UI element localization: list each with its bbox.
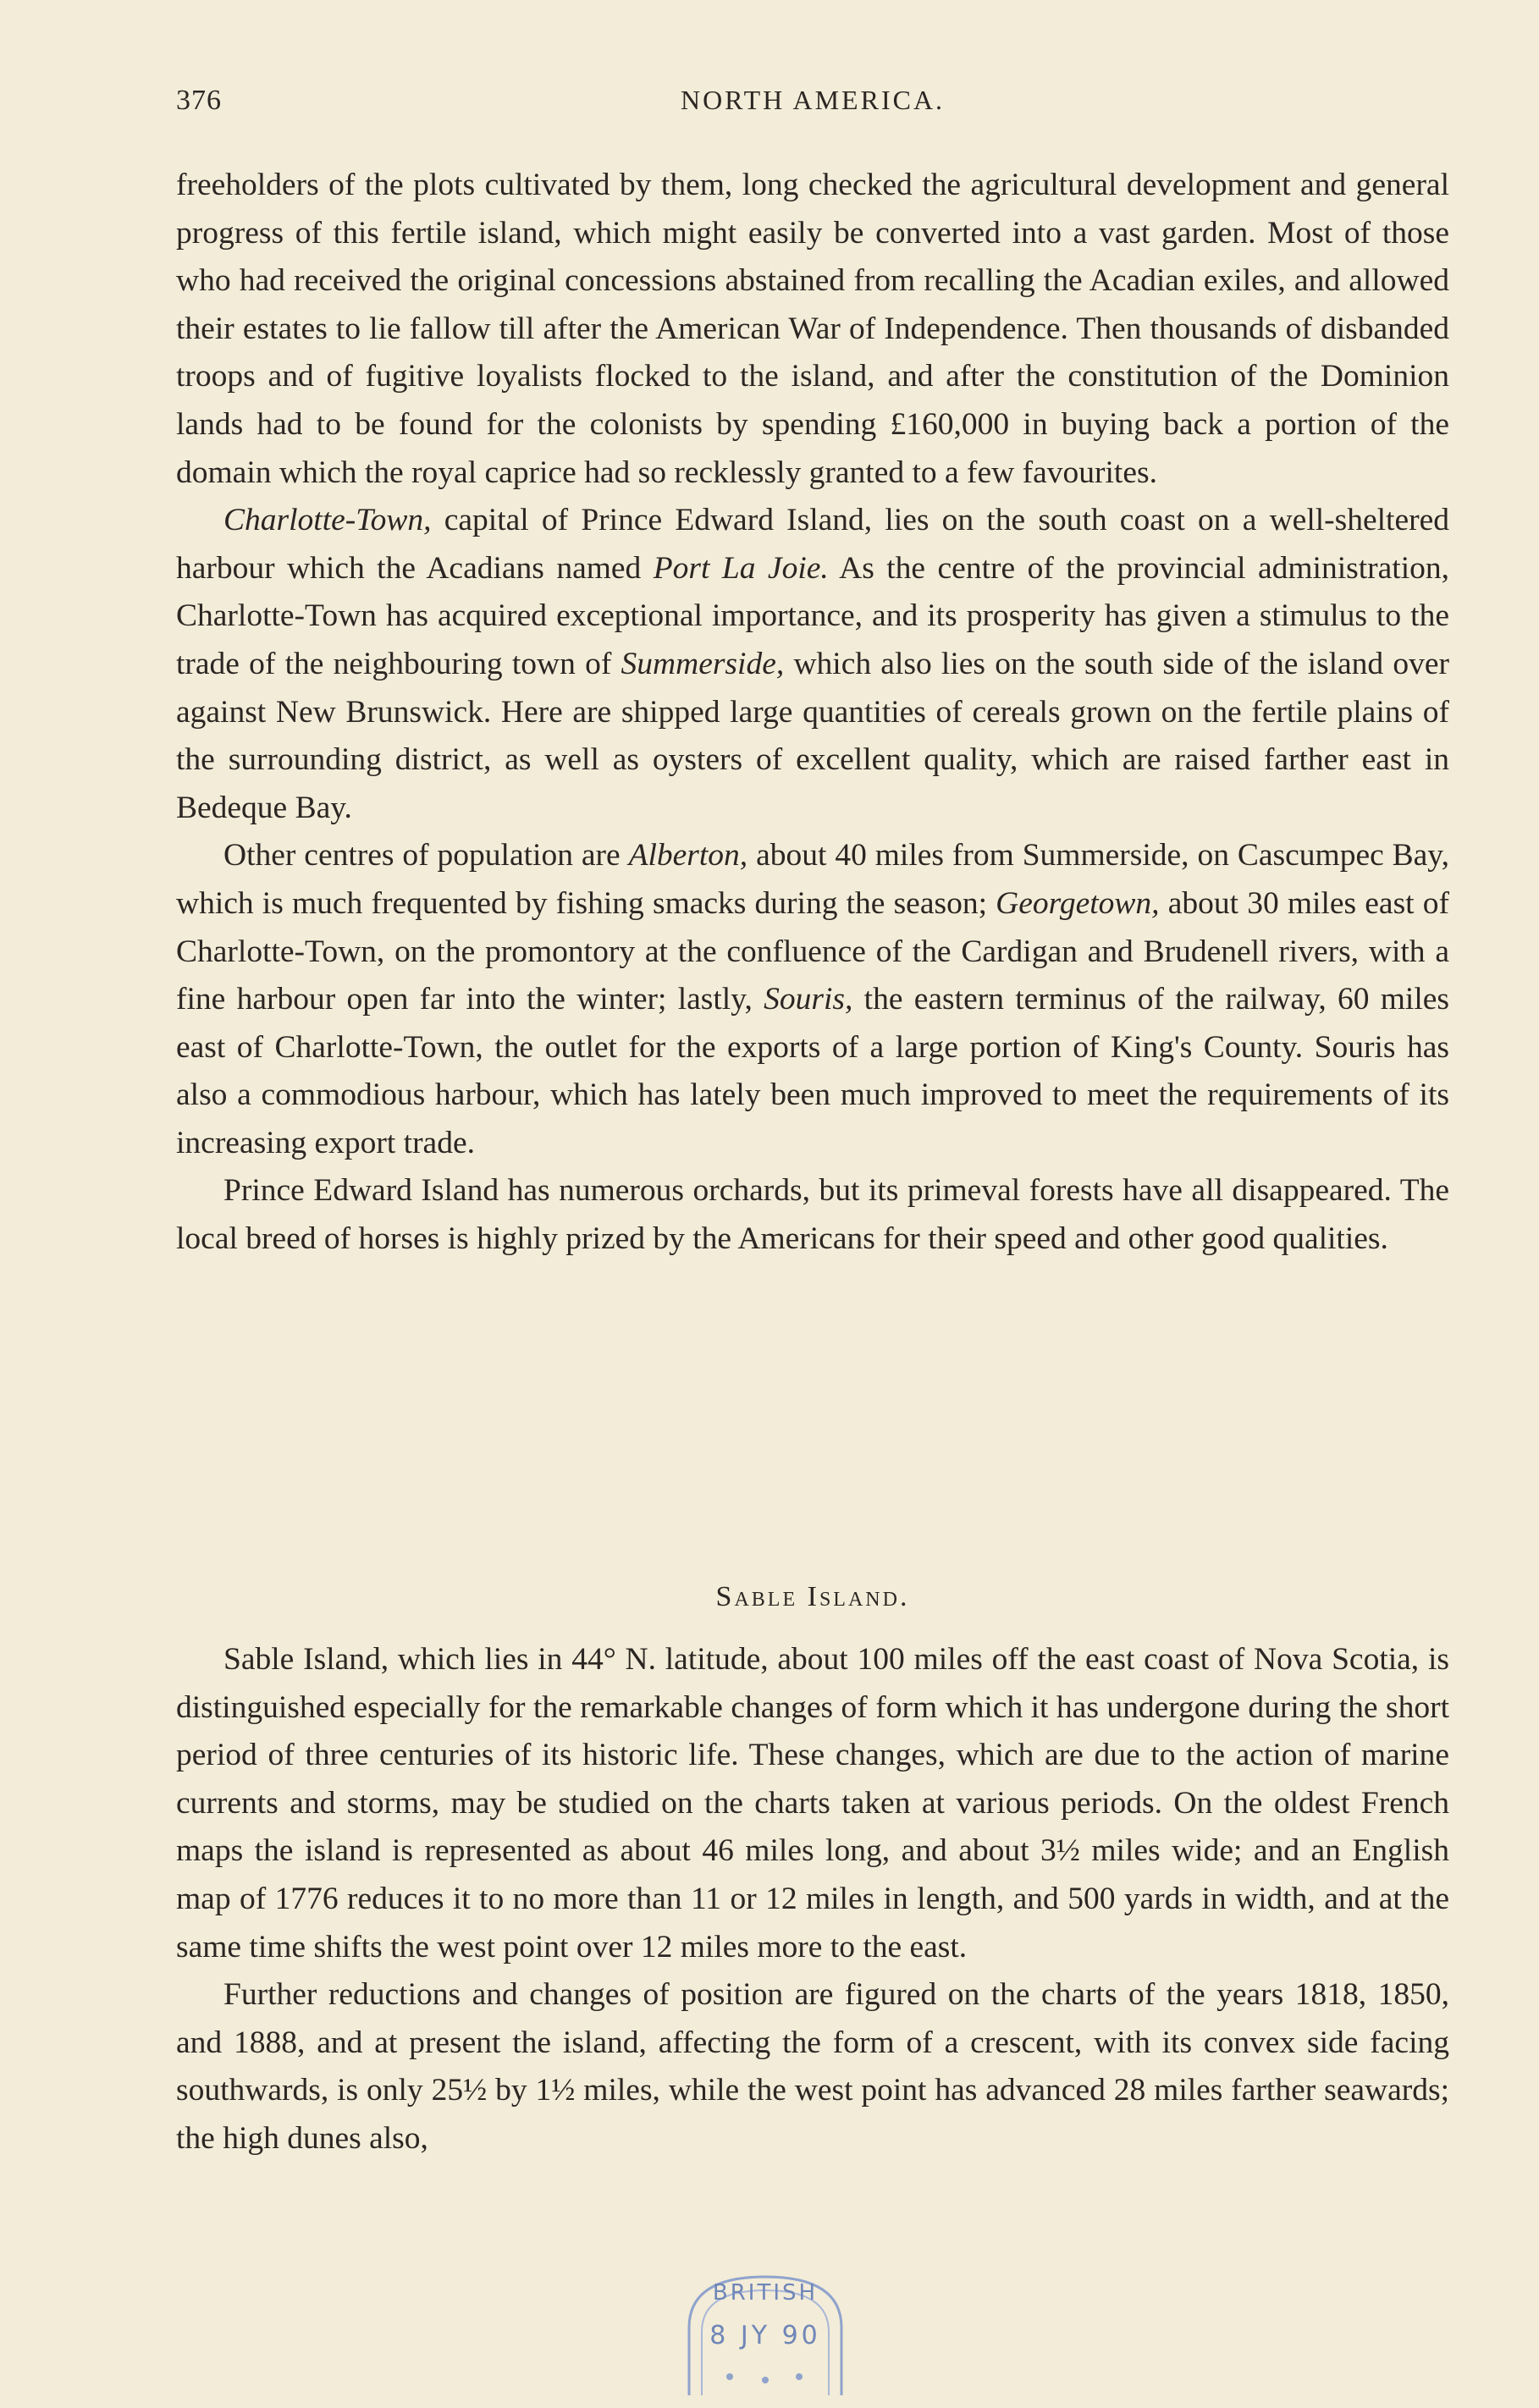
paragraph: Sable Island, which lies in 44° N. latitude, about 100 miles off the east coast of Nova Scotia, is distinguished especially for the remarkable changes of form which it has undergone during the short period of three centuries of its historic life. These changes, which are due to the action of marine currents and storms, may be studied on the charts taken at various periods. On the oldest French maps the island is represented as about 46 miles long, and about 3½ miles wide; and an English map of 1776 reduces it to no more than 11 or 12 miles in length, and 500 yards in width, and at the same time shifts the west point over 12 miles more to the east. <box>176 1642 1449 1964</box>
place-name-italic: Georgetown, <box>996 885 1160 921</box>
library-stamp <box>664 2268 867 2404</box>
paragraph: Further reductions and changes of position are figured on the charts of the years 1818, 1850, and 1888, and at present the island, affecting the form of a crescent, with its convex side facing southwards, is only 25½ by 1½ miles, while the west point has advanced 28 miles farther seawards; the high dunes also, <box>176 1977 1449 2156</box>
page-number: 376 <box>176 85 222 116</box>
text-block-prince-edward-island <box>176 162 1449 1264</box>
page-header <box>176 85 1449 135</box>
paragraph: Charlotte-Town, capital of Prince Edward Island, lies on the south coast on a well-sheltered harbour which the Acadians named Port La Joie. As the centre of the provincial administration, Charlotte-Town has acquired exceptional importance, and its prosperity has given a stimulus to the trade of the neighbouring town of Summerside, which also lies on the south side of the island over against New Brunswick. Here are shipped large quantities of cereals grown on the fertile plains of the surrounding district, as well as oysters of excellent quality, which are raised farther east in Bedeque Bay. <box>176 503 1450 825</box>
paragraph: freeholders of the plots cultivated by them, long checked the agricultural development and general progress of this fertile island, which might easily be converted into a vast garden. Most of those who had received the original concessions abstained from recalling the Acadian exiles, and allowed their estates to lie fallow till after the American War of Independence. Then thousands of disbanded troops and of fugitive loyalists flocked to the island, and after the constitution of the Dominion lands had to be found for the colonists by spending £160,000 in buying back a portion of the domain which the royal caprice had so recklessly granted to a few favourites. <box>176 168 1449 490</box>
paragraph: Other centres of population are Alberton, about 40 miles from Summerside, on Cascumpec Bay, which is much frequented by fishing smacks during the season; Georgetown, about 30 miles east of Charlotte-Town, on the promontory at the confluence of the Cardigan and Brudenell rivers, with a fine harbour open far into the winter; lastly, Souris, the eastern terminus of the railway, 60 miles east of Charlotte-Town, the outlet for the exports of a large portion of King's County. Souris has also a commodious harbour, which has lately been much improved to meet the requirements of its increasing export trade. <box>176 838 1449 1160</box>
paragraph: Prince Edward Island has numerous orchards, but its primeval forests have all disappeared. The local breed of horses is highly prized by the Americans for their speed and other good qualities. <box>176 1173 1449 1257</box>
stamp-date: 8 JY 90 <box>709 2321 821 2350</box>
section-heading: Sable Island. <box>715 1581 910 1612</box>
place-name-italic: Alberton, <box>628 838 748 873</box>
stamp-label: BRITISH <box>712 2280 819 2306</box>
place-name-italic: Charlotte-Town, <box>223 503 432 538</box>
place-name-italic: Summerside, <box>621 646 785 681</box>
place-name-italic: Souris, <box>764 982 853 1017</box>
running-head: NORTH AMERICA. <box>680 85 946 115</box>
text-block-sable-island <box>176 1636 1449 2163</box>
place-name-italic: Port La Joie. <box>653 550 829 586</box>
